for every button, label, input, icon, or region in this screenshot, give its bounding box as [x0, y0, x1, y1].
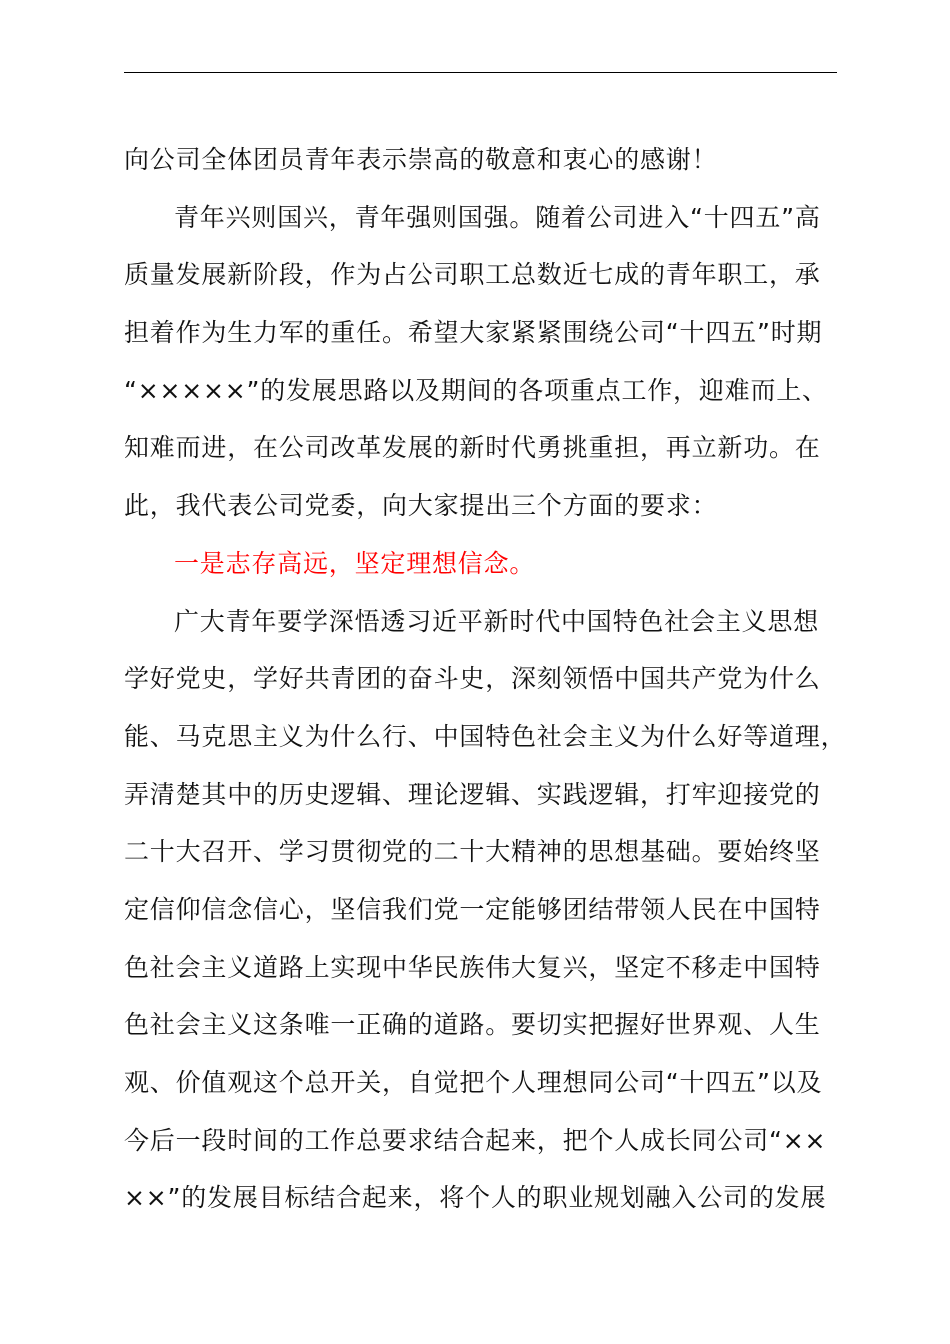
- text-line: 学好党史，学好共青团的奋斗史，深刻领悟中国共产党为什么: [124, 664, 821, 694]
- text-line: 色社会主义道路上实现中华民族伟大复兴，坚定不移走中国特: [124, 952, 821, 982]
- paragraph-start: 青年兴则国兴，青年强则国强。随着公司进入“十四五”高: [174, 202, 821, 232]
- text-line: 观、价值观这个总开关，自觉把个人理想同公司“十四五”以及: [124, 1068, 823, 1097]
- paragraph-start: 广大青年要学深悟透习近平新时代中国特色社会主义思想: [174, 606, 820, 636]
- text-line: 质量发展新阶段，作为占公司职工总数近七成的青年职工，承: [124, 260, 821, 290]
- text-line: 色社会主义这条唯一正确的道路。要切实把握好世界观、人生: [124, 1010, 821, 1040]
- text-line: 知难而进，在公司改革发展的新时代勇挑重担，再立新功。在: [124, 433, 821, 463]
- document-body: [124, 131, 847, 1227]
- text-line: 向公司全体团员青年表示崇高的敬意和衷心的感谢！: [124, 145, 718, 174]
- text-line: 能、马克思主义为什么行、中国特色社会主义为什么好等道理，: [124, 721, 847, 751]
- header-rule: [124, 72, 837, 73]
- text-line: 弄清楚其中的历史逻辑、理论逻辑、实践逻辑，打牢迎接党的: [124, 779, 821, 809]
- text-line: 定信仰信念信心，坚信我们党一定能够团结带领人民在中国特: [124, 894, 821, 924]
- text-line: 二十大召开、学习贯彻党的二十大精神的思想基础。要始终坚: [124, 837, 821, 867]
- text-line: 此，我代表公司党委，向大家提出三个方面的要求：: [124, 491, 718, 521]
- text-line: 担着作为生力军的重任。希望大家紧紧围绕公司“十四五”时期: [124, 318, 823, 348]
- text-line: “×××××”的发展思路以及期间的各项重点工作，迎难而上、: [124, 375, 828, 405]
- text-line: ××”的发展目标结合起来，将个人的职业规划融入公司的发展: [124, 1183, 827, 1213]
- text-line: 今后一段时间的工作总要求结合起来，把个人成长同公司“××: [124, 1125, 827, 1155]
- section-heading: 一是志存高远，坚定理想信念。: [174, 548, 536, 578]
